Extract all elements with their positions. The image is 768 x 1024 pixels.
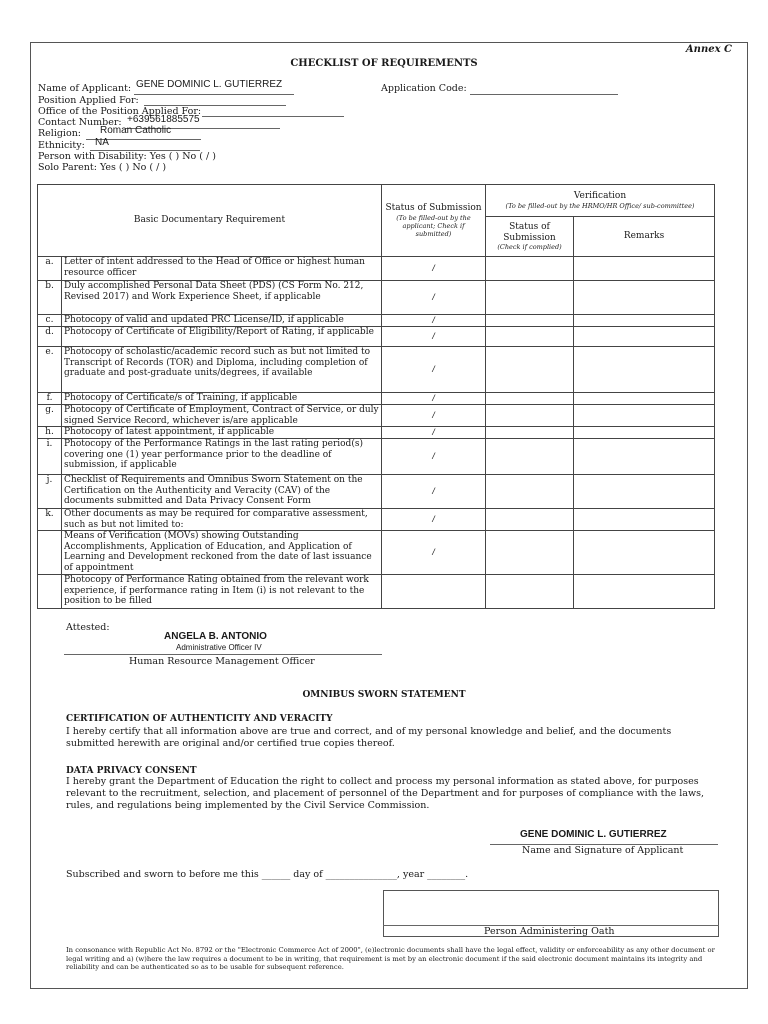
row-status-check[interactable]: / bbox=[382, 427, 486, 439]
header-verification-note: (To be filled-out by the HRMO/HR Office/ sub-committee) bbox=[505, 201, 695, 210]
table-row bbox=[38, 531, 715, 575]
row-remarks[interactable] bbox=[574, 475, 715, 509]
contact-label: Contact Number: bbox=[38, 117, 122, 128]
row-requirement: Photocopy of Certificate/s of Training, if applicable bbox=[62, 393, 382, 405]
subscribed-line[interactable]: Subscribed and sworn to before me this ______ day of _______________, year ________. bbox=[66, 869, 469, 880]
row-letter: k. bbox=[38, 509, 62, 531]
row-status-check[interactable]: / bbox=[382, 327, 486, 347]
row-remarks[interactable] bbox=[574, 509, 715, 531]
row-remarks[interactable] bbox=[574, 393, 715, 405]
position-label: Position Applied For: bbox=[38, 95, 139, 106]
office-label: Office of the Position Applied For: bbox=[38, 106, 202, 117]
row-status-check[interactable]: / bbox=[382, 439, 486, 475]
oath-label: Person Administering Oath bbox=[484, 926, 615, 937]
row-verification-status[interactable] bbox=[486, 439, 574, 475]
row-verification-status[interactable] bbox=[486, 475, 574, 509]
row-letter: e. bbox=[38, 347, 62, 393]
row-remarks[interactable] bbox=[574, 531, 715, 575]
cav-text: I hereby certify that all information above are true and correct, and of my personal knowledge and belief, and the documents submitted herewith are original and/or certified true copies thereof. bbox=[66, 726, 672, 749]
table-row bbox=[38, 475, 715, 509]
header-requirement: Basic Documentary Requirement bbox=[38, 185, 382, 257]
row-letter: b. bbox=[38, 281, 62, 315]
office-field[interactable] bbox=[202, 115, 344, 117]
table-row bbox=[38, 439, 715, 475]
attested-name: ANGELA B. ANTONIO bbox=[164, 631, 267, 642]
app-code-label: Application Code: bbox=[381, 83, 467, 94]
table-row bbox=[38, 405, 715, 427]
row-remarks[interactable] bbox=[574, 257, 715, 281]
header-verification bbox=[486, 185, 715, 217]
privacy-text: I hereby grant the Department of Education the right to collect and process my personal information as stated above, for purposes relevant to the recruitment, selection, and placement of personnel of the Department and for purposes of compliance with the laws, rules, and regulations being implemented by the Civil Service Commission. bbox=[66, 776, 704, 811]
name-value[interactable]: GENE DOMINIC L. GUTIERREZ bbox=[136, 79, 283, 90]
row-status-check[interactable]: / bbox=[382, 315, 486, 327]
solo-parent-line: Solo Parent: Yes ( ) No ( / ) bbox=[38, 162, 167, 173]
row-verification-status[interactable] bbox=[486, 427, 574, 439]
omnibus-title: OMNIBUS SWORN STATEMENT bbox=[302, 690, 466, 700]
pwd-line: Person with Disability: Yes ( ) No ( / ) bbox=[38, 151, 216, 162]
row-remarks[interactable] bbox=[574, 427, 715, 439]
attested-position: Administrative Officer IV bbox=[176, 643, 262, 652]
row-verification-status[interactable] bbox=[486, 327, 574, 347]
row-status-check[interactable]: / bbox=[382, 531, 486, 575]
row-letter bbox=[38, 575, 62, 609]
header-ver-status-label: Status of Submission bbox=[503, 222, 556, 243]
table-row bbox=[38, 509, 715, 531]
row-remarks[interactable] bbox=[574, 327, 715, 347]
row-remarks[interactable] bbox=[574, 575, 715, 609]
header-ver-status bbox=[486, 217, 574, 257]
row-requirement: Means of Verification (MOVs) showing Outstanding Accomplishments, Application of Education, and Application of Learning and Development reckoned from the date of last issuance of appointment bbox=[62, 531, 382, 575]
attested-role: Human Resource Management Officer bbox=[129, 656, 315, 667]
applicant-signature-label: Name and Signature of Applicant bbox=[522, 845, 684, 856]
religion-label: Religion: bbox=[38, 128, 82, 139]
applicant-signature-name[interactable]: GENE DOMINIC L. GUTIERREZ bbox=[520, 829, 667, 840]
row-requirement: Photocopy of Performance Rating obtained from the relevant work experience, if performance rating in Item (i) is not relevant to the position to be filled bbox=[62, 575, 382, 609]
row-status-check[interactable]: / bbox=[382, 347, 486, 393]
row-remarks[interactable] bbox=[574, 281, 715, 315]
name-underline bbox=[134, 93, 294, 95]
row-verification-status[interactable] bbox=[486, 575, 574, 609]
row-letter: c. bbox=[38, 315, 62, 327]
row-requirement: Photocopy of scholastic/academic record such as but not limited to Transcript of Records (TOR) and Diploma, including completion of graduate and post-graduate units/degrees, if available bbox=[62, 347, 382, 393]
row-verification-status[interactable] bbox=[486, 281, 574, 315]
footnote: In consonance with Republic Act No. 8792 or the "Electronic Commerce Act of 2000", (e)lectronic documents shall have the legal effect, validity or enforceability as any other document or legal writing and a) (w)here the law requires a document to be in writing, that requirement is met by an electronic document if the said electronic document maintains its integrity and reliability and can be authenticated so as to be usable for subsequent reference. bbox=[66, 946, 715, 971]
row-status-check[interactable]: / bbox=[382, 393, 486, 405]
attested-label: Attested: bbox=[66, 622, 110, 633]
row-verification-status[interactable] bbox=[486, 257, 574, 281]
row-status-check[interactable]: / bbox=[382, 509, 486, 531]
table-row bbox=[38, 393, 715, 405]
table-row bbox=[38, 327, 715, 347]
table-row bbox=[38, 347, 715, 393]
row-verification-status[interactable] bbox=[486, 509, 574, 531]
row-letter: d. bbox=[38, 327, 62, 347]
app-code-field[interactable] bbox=[470, 93, 618, 95]
table-row bbox=[38, 257, 715, 281]
row-verification-status[interactable] bbox=[486, 405, 574, 427]
row-requirement: Photocopy of Certificate of Eligibility/Report of Rating, if applicable bbox=[62, 327, 382, 347]
header-status-note: (To be filled-out by the applicant; Check if submitted) bbox=[396, 213, 471, 238]
row-verification-status[interactable] bbox=[486, 393, 574, 405]
page-title: CHECKLIST OF REQUIREMENTS bbox=[290, 58, 478, 69]
row-requirement: Other documents as may be required for comparative assessment, such as but not limited to: bbox=[62, 509, 382, 531]
row-letter bbox=[38, 531, 62, 575]
contact-value[interactable]: +639561885575 bbox=[127, 114, 200, 125]
row-requirement: Letter of intent addressed to the Head of Office or highest human resource officer bbox=[62, 257, 382, 281]
row-status-check[interactable]: / bbox=[382, 475, 486, 509]
privacy-heading: DATA PRIVACY CONSENT bbox=[66, 766, 197, 776]
row-status-check[interactable]: / bbox=[382, 281, 486, 315]
header-status-label: Status of Submission bbox=[385, 203, 482, 214]
name-label: Name of Applicant: bbox=[38, 83, 132, 94]
row-status-check[interactable] bbox=[382, 575, 486, 609]
row-letter: h. bbox=[38, 427, 62, 439]
row-letter: i. bbox=[38, 439, 62, 475]
cav-heading: CERTIFICATION OF AUTHENTICITY AND VERACITY bbox=[66, 714, 333, 724]
row-requirement: Photocopy of latest appointment, if applicable bbox=[62, 427, 382, 439]
table-row bbox=[38, 575, 715, 609]
row-remarks[interactable] bbox=[574, 405, 715, 427]
row-remarks[interactable] bbox=[574, 315, 715, 327]
row-requirement: Photocopy of Certificate of Employment, Contract of Service, or duly signed Service Record, whichever is/are applicable bbox=[62, 405, 382, 427]
attested-signature-line bbox=[64, 653, 382, 655]
row-remarks[interactable] bbox=[574, 439, 715, 475]
row-verification-status[interactable] bbox=[486, 531, 574, 575]
table-row bbox=[38, 281, 715, 315]
row-verification-status[interactable] bbox=[486, 347, 574, 393]
header-remarks: Remarks bbox=[574, 217, 715, 257]
row-letter: a. bbox=[38, 257, 62, 281]
ethnicity-value[interactable]: NA bbox=[95, 137, 109, 148]
row-letter: f. bbox=[38, 393, 62, 405]
row-verification-status[interactable] bbox=[486, 315, 574, 327]
table-row bbox=[38, 427, 715, 439]
row-requirement: Checklist of Requirements and Omnibus Sworn Statement on the Certification on the Authenticity and Veracity (CAV) of the documents submitted and Data Privacy Consent Form bbox=[62, 475, 382, 509]
religion-value[interactable]: Roman Catholic bbox=[100, 125, 172, 136]
row-requirement: Duly accomplished Personal Data Sheet (PDS) (CS Form No. 212, Revised 2017) and Work Experience Sheet, if applicable bbox=[62, 281, 382, 315]
row-requirement: Photocopy of valid and updated PRC License/ID, if applicable bbox=[62, 315, 382, 327]
header-status bbox=[382, 185, 486, 257]
row-letter: j. bbox=[38, 475, 62, 509]
header-verification-label: Verification bbox=[573, 191, 627, 202]
row-status-check[interactable]: / bbox=[382, 257, 486, 281]
ethnicity-label: Ethnicity: bbox=[38, 140, 85, 151]
row-remarks[interactable] bbox=[574, 347, 715, 393]
row-status-check[interactable]: / bbox=[382, 405, 486, 427]
table-row bbox=[38, 315, 715, 327]
row-letter: g. bbox=[38, 405, 62, 427]
requirements-table bbox=[37, 184, 715, 609]
annex-label: Annex C bbox=[685, 44, 732, 55]
row-requirement: Photocopy of the Performance Ratings in the last rating period(s) covering one (1) year performance prior to the deadline of submission, if applicable bbox=[62, 439, 382, 475]
header-ver-status-note: (Check if complied) bbox=[497, 243, 562, 251]
